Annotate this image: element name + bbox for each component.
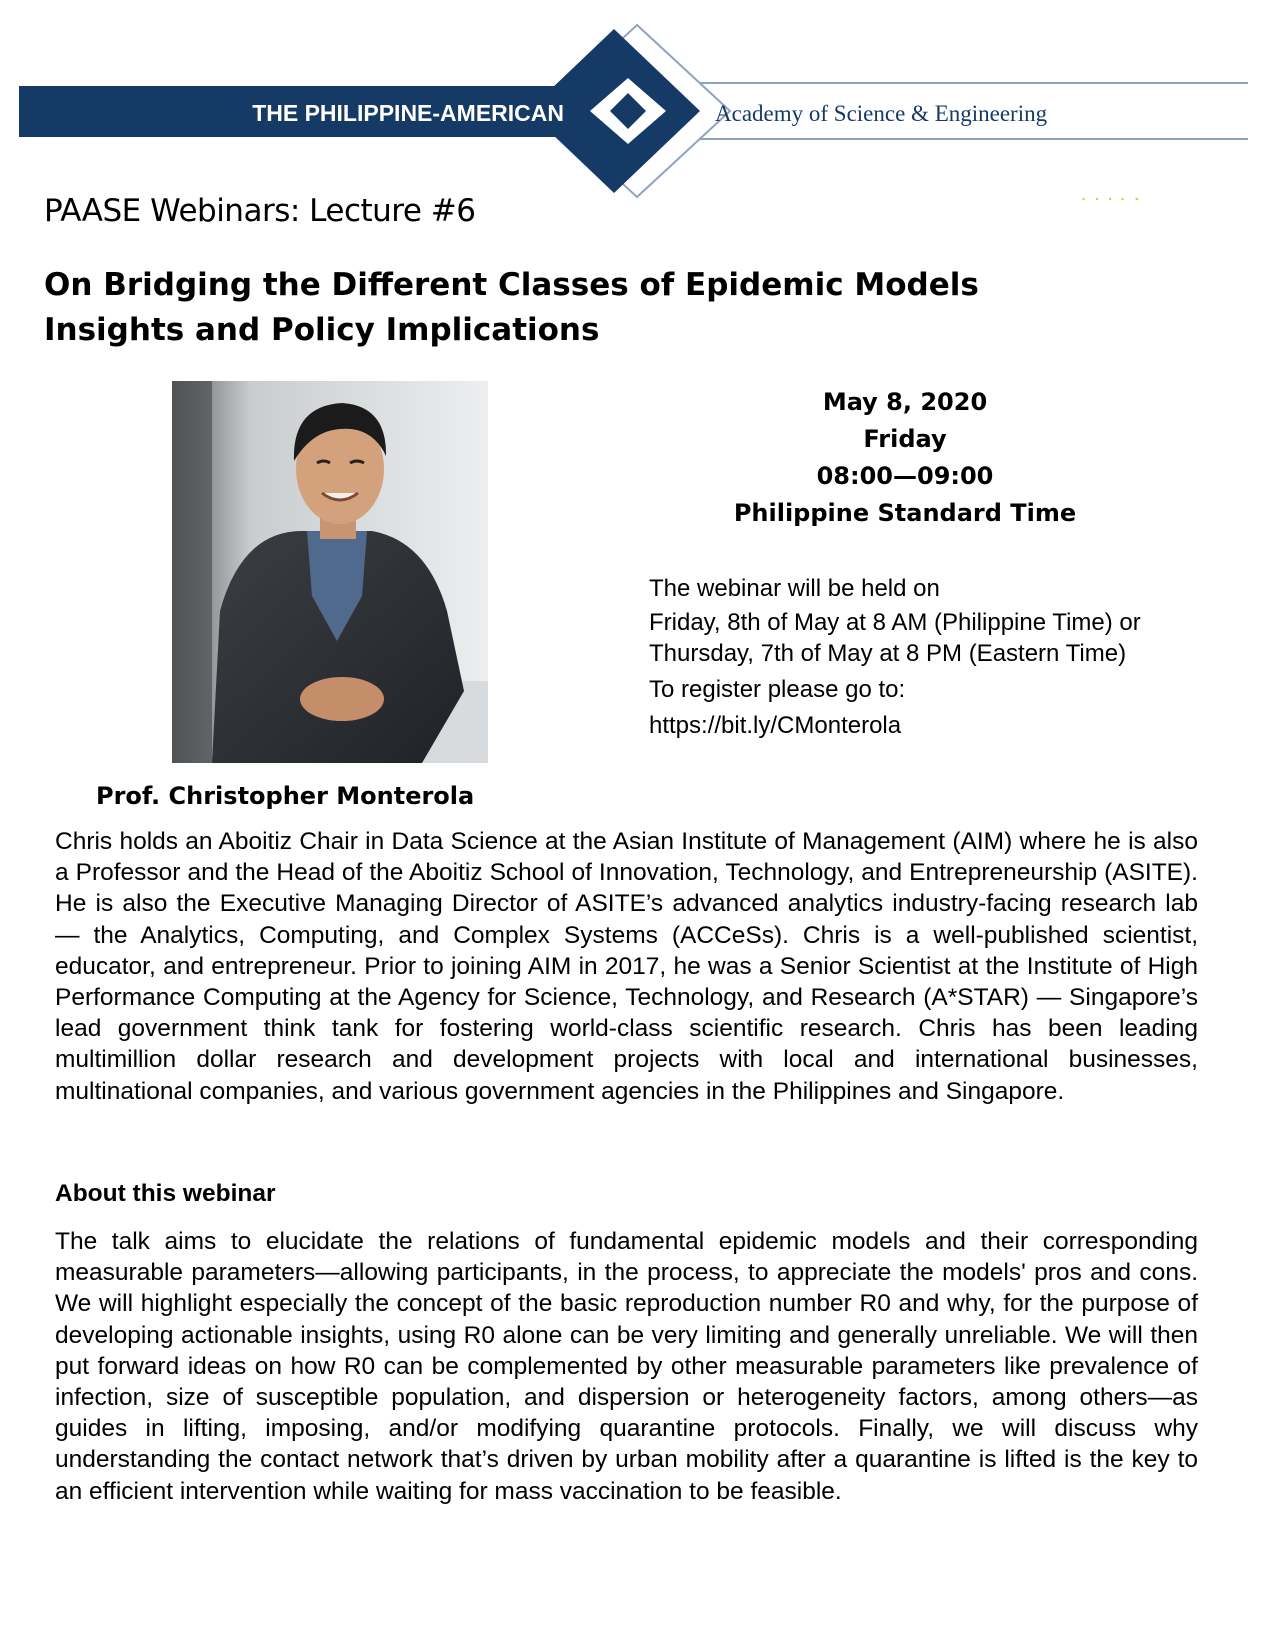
org-name-right: Academy of Science & Engineering bbox=[715, 101, 1048, 126]
about-heading: About this webinar bbox=[55, 1180, 276, 1207]
event-info bbox=[649, 573, 1209, 741]
title-line-1: On Bridging the Different Classes of Epidemic Models bbox=[44, 267, 979, 303]
held-on-text: The webinar will be held on bbox=[649, 575, 940, 602]
sparkle-icon bbox=[1081, 198, 1140, 200]
event-datetime bbox=[660, 384, 1150, 532]
title-line-2: Insights and Policy Implications bbox=[44, 312, 600, 348]
speaker-name: Prof. Christopher Monterola bbox=[96, 782, 475, 810]
event-timezone: Philippine Standard Time bbox=[733, 499, 1077, 527]
speaker-bio: Chris holds an Aboitiz Chair in Data Science at the Asian Institute of Management (AIM) where he is also a Professor and the Head of the Aboitiz School of Innovation, Technology, and Entrepreneurship (ASITE). He is also the Executive Managing Director of ASITE’s advanced analytics industry-facing research lab — the Analytics, Computing, and Complex Systems (ACCeSs). Chris is a well-published scientist, educator, and entrepreneur. Prior to joining AIM in 2017, he was a Senior Scientist at the Institute of High Performance Computing at the Agency for Science, Technology, and Research (A*STAR) — Singapore’s lead government think tank for fostering world-class scientific research. Chris has been leading multimillion dollar research and development projects with local and international businesses, multinational companies, and various government agencies in the Philippines and Singapore. bbox=[55, 828, 1198, 1105]
about-body: The talk aims to elucidate the relations of fundamental epidemic models and their corresponding measurable parameters—allowing participants, in the process, to appreciate the models' pros and cons. We will highlight especially the concept of the basic reproduction number R0 and why, for the purpose of developing actionable insights, using R0 alone can be very limiting and generally unreliable. We will then put forward ideas on how R0 can be complemented by other measurable parameters like prevalence of infection, size of susceptible population, and dispersion or heterogeneity factors, among others—as guides in lifting, imposing, and/or modifying quarantine protocols. Finally, we will discuss why understanding the contact network that’s driven by urban mobility after a quarantine is lifted is the key to an efficient intervention while waiting for mass vaccination to be feasible. bbox=[55, 1228, 1198, 1505]
schedule-text: Friday, 8th of May at 8 AM (Philippine Time) or Thursday, 7th of May at 8 PM (Eastern Time) bbox=[649, 609, 1141, 667]
webinar-title bbox=[44, 263, 1194, 353]
register-link[interactable]: https://bit.ly/CMonterola bbox=[649, 712, 902, 739]
org-name-left: THE PHILIPPINE-AMERICAN bbox=[252, 100, 564, 126]
event-date: May 8, 2020 bbox=[822, 388, 988, 416]
speaker-photo bbox=[172, 381, 488, 763]
register-text: To register please go to: bbox=[649, 676, 906, 703]
paase-banner bbox=[0, 0, 1275, 200]
event-day: Friday bbox=[863, 425, 947, 453]
lecture-heading: PAASE Webinars: Lecture #6 bbox=[44, 193, 476, 229]
event-time: 08:00—09:00 bbox=[816, 462, 994, 490]
